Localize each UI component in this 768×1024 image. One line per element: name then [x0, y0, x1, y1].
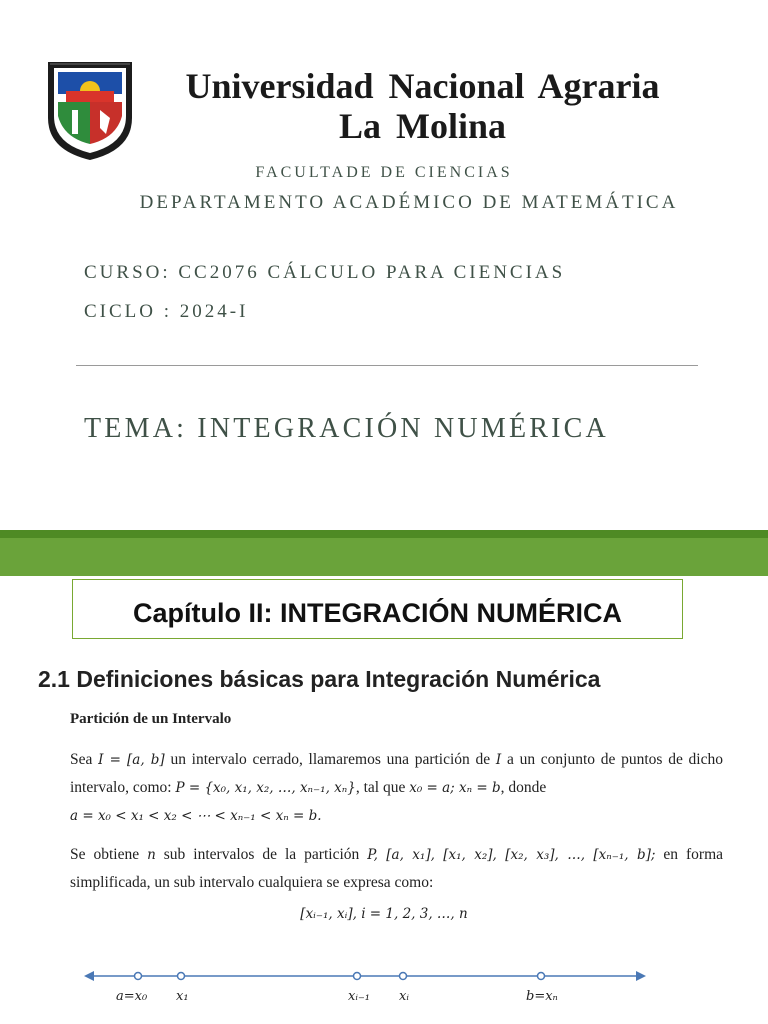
department-name: DEPARTAMENTO ACADÉMICO DE MATEMÁTICA: [139, 192, 679, 213]
p1-math: P = {x₀, x₁, x₂, …, xₙ₋₁, xₙ}: [175, 780, 356, 796]
p1-text: a un conjunto de puntos de dicho intervalo, como:: [70, 751, 723, 796]
axis-right-arrow: [636, 971, 646, 981]
point-xi: [400, 973, 407, 980]
p2-math: n: [147, 847, 156, 863]
point-x0: [135, 973, 142, 980]
label-b-xn: b=xₙ: [526, 989, 558, 1004]
p1-math: I = [a, b]: [98, 752, 165, 768]
p2-text: sub intervalos de la partición: [155, 846, 368, 863]
subheading-partition: Partición de un Intervalo: [70, 711, 232, 727]
cycle-label: CICLO : 2024-I: [84, 301, 249, 322]
section-title: 2.1 Definiciones básicas para Integración Numérica: [38, 666, 601, 692]
faculty-name: FACULTADE DE CIENCIAS: [255, 164, 513, 181]
university-crest-logo: [44, 58, 136, 162]
axis-left-arrow: [84, 971, 94, 981]
paragraph-subintervals: [70, 841, 723, 896]
chapter-title: Capítulo II: INTEGRACIÓN NUMÉRICA: [133, 598, 622, 628]
p1-text: , tal que: [355, 779, 410, 796]
university-name-line2: La Molina: [338, 106, 506, 146]
label-a-x0: a=x₀: [116, 989, 148, 1004]
p1-math: I: [495, 752, 502, 768]
p2-text: Se obtiene: [70, 846, 148, 863]
p2-text: en forma simplificada, un sub intervalo cualquiera se expresa como:: [70, 846, 724, 891]
subinterval-formula: [xᵢ₋₁, xᵢ], i = 1, 2, 3, …, n: [300, 906, 468, 922]
point-x1: [178, 973, 185, 980]
green-band-shade: [0, 530, 768, 538]
p2-math: P, [a, x₁], [x₁, x₂], [x₂, x₃], …, [xₙ₋₁, b];: [367, 847, 656, 863]
course-label: CURSO: CC2076 CÁLCULO PARA CIENCIAS: [84, 262, 566, 283]
label-x1: x₁: [176, 989, 189, 1004]
p1-text: , donde: [500, 779, 547, 796]
p1-math: a = x₀ < x₁ < x₂ < ⋯ < xₙ₋₁ < xₙ = b.: [70, 808, 322, 824]
p1-text: Sea: [70, 751, 99, 768]
point-xn: [538, 973, 545, 980]
number-line-diagram: [80, 962, 650, 1024]
point-xi-minus-1: [354, 973, 361, 980]
paragraph-partition-definition: [70, 746, 723, 830]
label-xi-minus-1: xᵢ₋₁: [348, 989, 371, 1004]
label-xi: xᵢ: [399, 989, 409, 1004]
header-divider: [76, 365, 698, 366]
p1-text: un intervalo cerrado, llamaremos una partición de: [164, 751, 496, 768]
topic-title: TEMA: INTEGRACIÓN NUMÉRICA: [84, 413, 609, 444]
university-name-line1: Universidad Nacional Agraria: [185, 66, 660, 106]
p1-math: x₀ = a; xₙ = b: [409, 780, 501, 796]
university-name: [150, 66, 695, 146]
